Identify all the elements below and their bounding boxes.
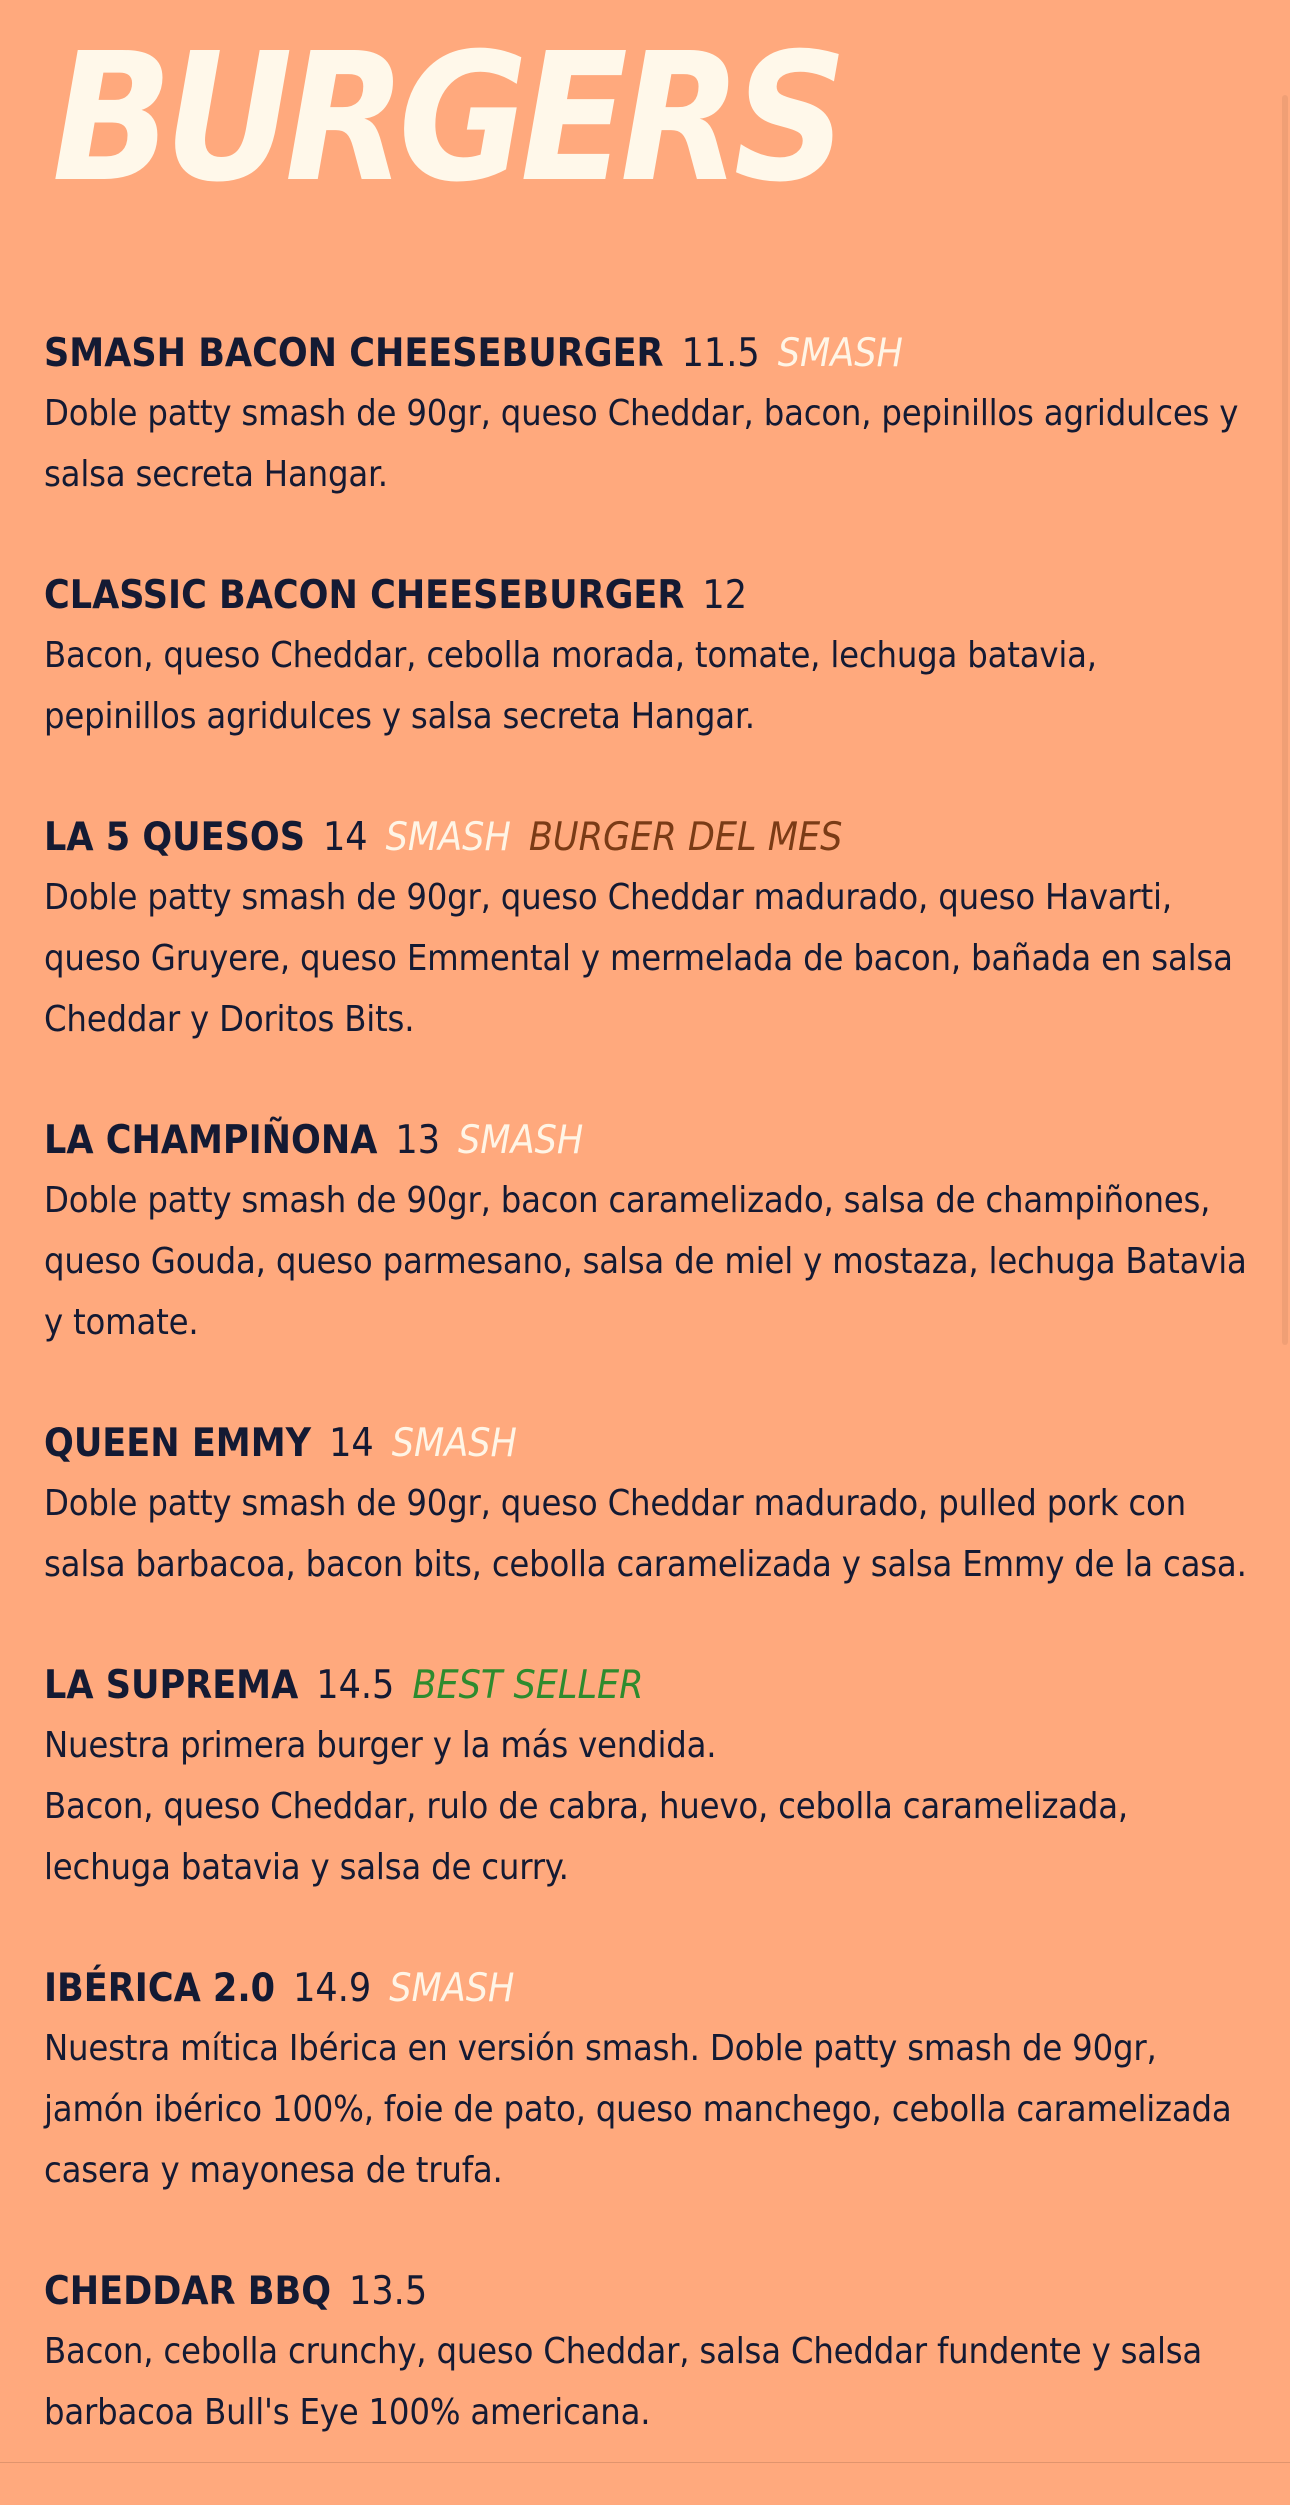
item-description-detail: Bacon, queso Cheddar, rulo de cabra, huevo, cebolla caramelizada, lechuga batavia y salsa de curry. xyxy=(44,1786,1128,1888)
item-description: Bacon, cebolla crunchy, queso Cheddar, salsa Cheddar fundente y salsa barbacoa Bull's Eye 100% americana. xyxy=(44,2331,1203,2433)
item-header xyxy=(44,1415,1259,1473)
menu-item xyxy=(44,1960,1259,2201)
smash-tag: SMASH xyxy=(389,1966,515,2011)
item-name: IBÉRICA 2.0 xyxy=(44,1966,276,2011)
item-description: Doble patty smash de 90gr, queso Cheddar madurado, queso Havarti, queso Gruyere, queso Emmental y mermelada de bacon, bañada en salsa Cheddar y Doritos Bits. xyxy=(44,877,1233,1040)
item-header xyxy=(44,325,1259,383)
item-header xyxy=(44,2263,1259,2321)
item-name: LA CHAMPIÑONA xyxy=(44,1118,378,1163)
item-header xyxy=(44,1112,1259,1170)
menu-item xyxy=(44,809,1259,1050)
smash-tag: SMASH xyxy=(777,331,903,376)
item-header xyxy=(44,1960,1259,2018)
menu-item xyxy=(44,1657,1259,1898)
scrollbar[interactable] xyxy=(1282,95,1288,1345)
menu-item xyxy=(44,1112,1259,1353)
menu-item xyxy=(44,325,1259,505)
menu-item xyxy=(44,567,1259,747)
item-name: QUEEN EMMY xyxy=(44,1421,312,1466)
item-name: SMASH BACON CHEESEBURGER xyxy=(44,331,664,376)
item-price: 13 xyxy=(395,1118,441,1163)
smash-tag: SMASH xyxy=(391,1421,517,1466)
best-seller-tag: BEST SELLER xyxy=(412,1663,644,1708)
item-name: LA SUPREMA xyxy=(44,1663,299,1708)
item-name: CHEDDAR BBQ xyxy=(44,2269,332,2314)
item-price: 12 xyxy=(702,573,748,618)
item-header xyxy=(44,567,1259,625)
item-description: Doble patty smash de 90gr, queso Cheddar, bacon, pepinillos agridulces y salsa secreta Hangar. xyxy=(44,393,1239,495)
item-price: 11.5 xyxy=(681,331,760,376)
item-description: Bacon, queso Cheddar, cebolla morada, tomate, lechuga batavia, pepinillos agridulces y salsa secreta Hangar. xyxy=(44,635,1097,737)
item-price: 14.5 xyxy=(316,1663,395,1708)
item-price: 14 xyxy=(322,815,368,860)
menu-items xyxy=(44,325,1259,2505)
item-description: Doble patty smash de 90gr, bacon caramelizado, salsa de champiñones, queso Gouda, queso parmesano, salsa de miel y mostaza, lechuga Batavia y tomate. xyxy=(44,1180,1247,1343)
smash-tag: SMASH xyxy=(458,1118,584,1163)
item-price: 13.5 xyxy=(349,2269,428,2314)
item-description: Nuestra mítica Ibérica en versión smash. Doble patty smash de 90gr, jamón ibérico 100%, foie de pato, queso manchego, cebolla caramelizada casera y mayonesa de trufa. xyxy=(44,2028,1232,2191)
divider xyxy=(0,2462,1290,2463)
item-price: 14 xyxy=(329,1421,374,1466)
menu-item xyxy=(44,2263,1259,2443)
item-name: CLASSIC BACON CHEESEBURGER xyxy=(44,573,685,618)
item-header xyxy=(44,1657,1259,1715)
burger-of-month-tag: BURGER DEL MES xyxy=(528,815,843,860)
item-header xyxy=(44,809,1259,867)
menu-item xyxy=(44,1415,1259,1595)
item-price: 14.9 xyxy=(293,1966,372,2011)
smash-tag: SMASH xyxy=(385,815,511,860)
item-description: Doble patty smash de 90gr, queso Cheddar madurado, pulled pork con salsa barbacoa, bacon bits, cebolla caramelizada y salsa Emmy de la casa. xyxy=(44,1483,1247,1585)
item-description: Nuestra primera burger y la más vendida. xyxy=(44,1725,717,1766)
item-name: LA 5 QUESOS xyxy=(44,815,305,860)
menu-title: BURGERS xyxy=(52,15,840,222)
